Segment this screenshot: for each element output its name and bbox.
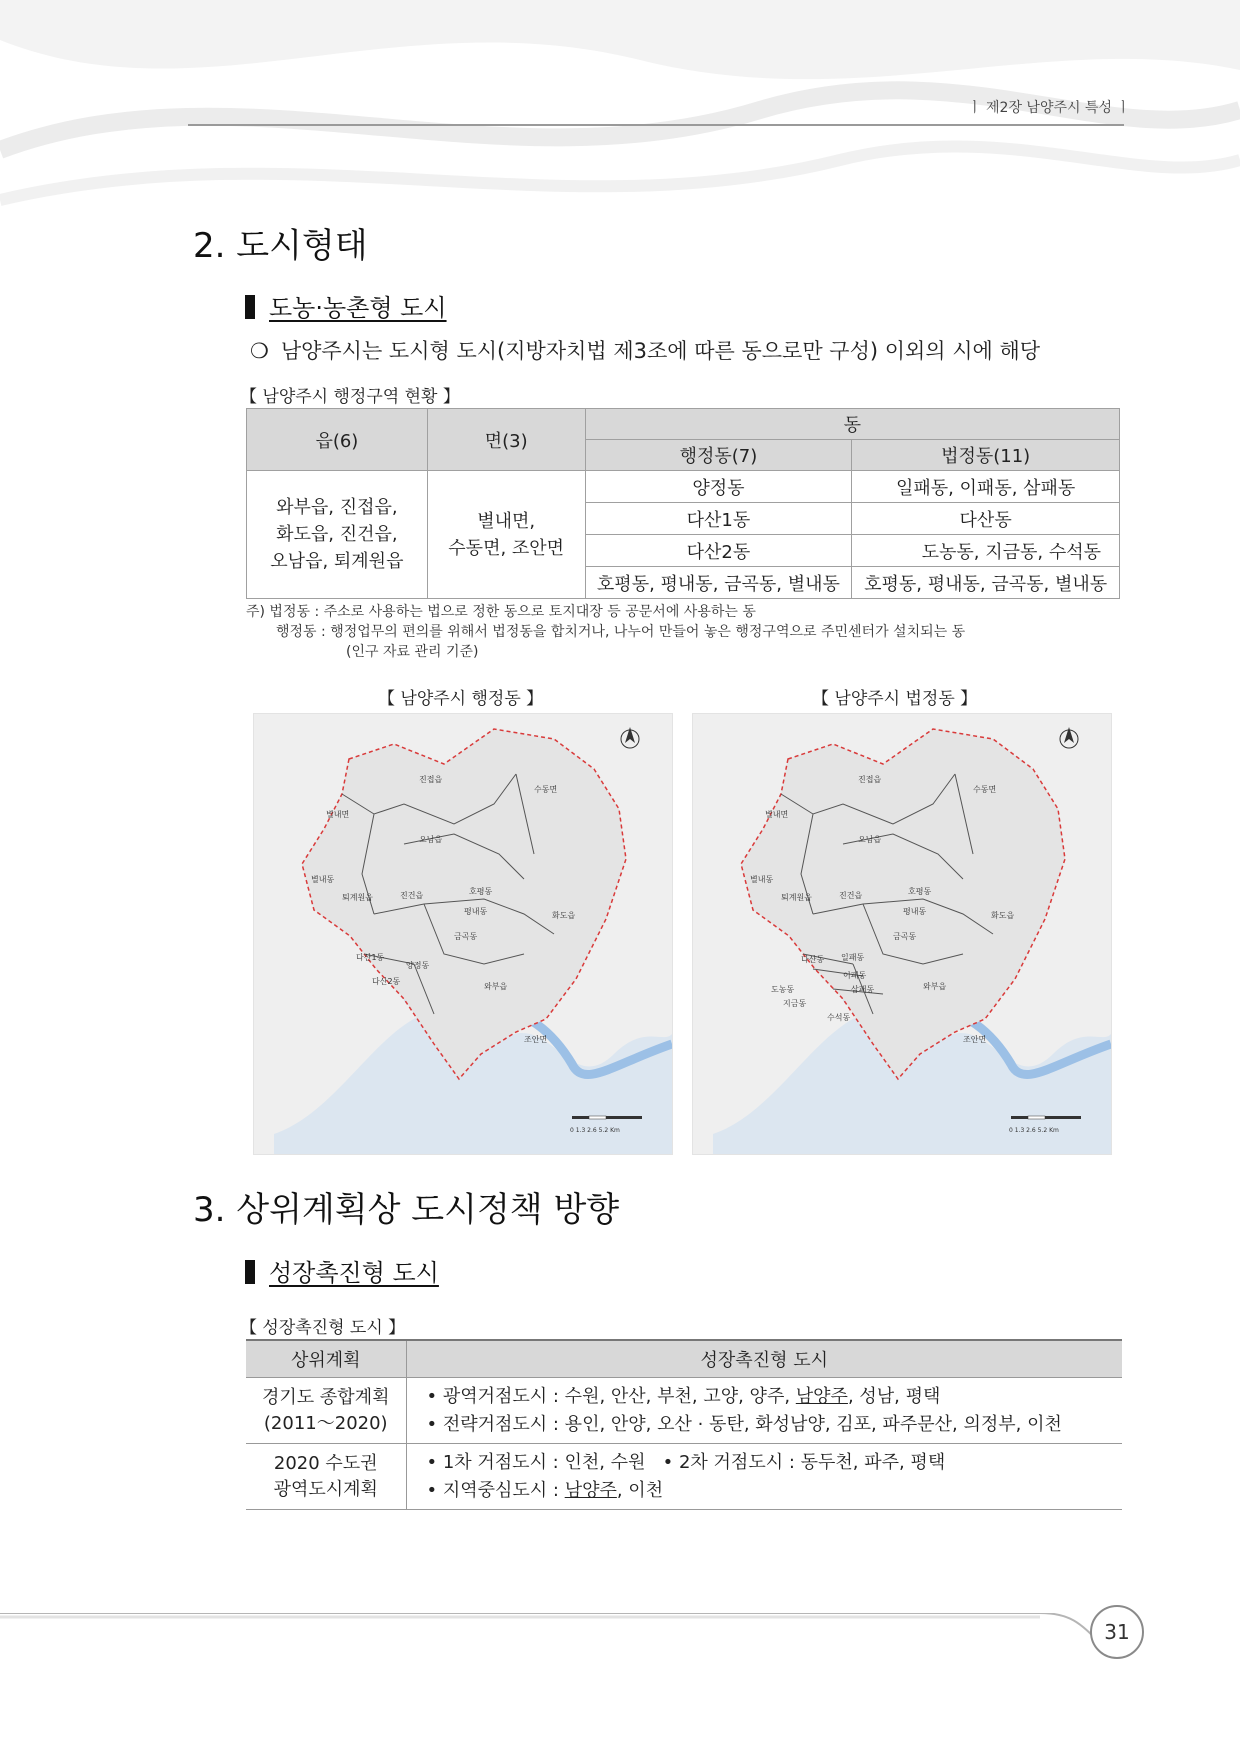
page-number: 31	[1090, 1605, 1144, 1659]
map-label: 이패동	[843, 971, 867, 980]
map-label: 진건읍	[839, 891, 863, 900]
col-header-beopjeong: 법정동(11)	[852, 440, 1120, 471]
map-label: 별내동	[750, 875, 774, 884]
circle-bullet-icon: ❍	[250, 339, 269, 363]
table-cell: 다산2동	[585, 535, 852, 567]
table-cell: 양정동	[585, 471, 852, 503]
map-label: 조안면	[963, 1035, 987, 1044]
map-label: 오남읍	[419, 835, 443, 844]
col-header-haengjeong: 행정동(7)	[585, 440, 852, 471]
heading-bar-marker	[245, 1260, 255, 1284]
map-label: 다산동	[801, 955, 825, 964]
admin-district-table	[246, 408, 1120, 599]
list-item: • 1차 거점도시 : 인천, 수원 • 2차 거점도시 : 동두천, 파주, 평택	[426, 1451, 946, 1473]
map-label: 퇴계원읍	[781, 893, 812, 902]
heading-bar-marker	[245, 295, 255, 319]
growth-city-table	[246, 1339, 1122, 1510]
table-cell: 호평동, 평내동, 금곡동, 별내동	[852, 567, 1120, 599]
table-cell: 다산동	[852, 503, 1120, 535]
table-cell: 도농동, 지금동, 수석동	[852, 535, 1120, 567]
header-rule	[188, 124, 1124, 126]
map-graphic	[693, 714, 1111, 1154]
right-map-caption: 【 남양주시 법정동 】	[812, 689, 978, 709]
item-text: , 성남, 평택	[847, 1385, 941, 1407]
map-label: 삼패동	[851, 985, 875, 994]
map-label: 금곡동	[454, 932, 478, 941]
map-label: 조안면	[524, 1035, 548, 1044]
list-item: • 지역중심도시 : 남양주, 이천	[426, 1479, 664, 1501]
map-label: 도농동	[771, 985, 795, 994]
map-label: 오남읍	[858, 835, 882, 844]
map-label: 진접읍	[858, 775, 882, 784]
map-label: 진접읍	[419, 775, 443, 784]
map-legal-dong	[692, 713, 1112, 1155]
map-label: 다산1동	[356, 953, 385, 962]
eup-list-cell: 와부읍, 진접읍, 화도읍, 진건읍, 오남읍, 퇴계원읍	[247, 471, 428, 599]
col-header-myeon: 면(3)	[427, 409, 585, 471]
col-header-plan: 상위계획	[246, 1340, 406, 1378]
section-3-title: 3. 상위계획상 도시정책 방향	[193, 1190, 620, 1230]
city-cell	[406, 1444, 1122, 1510]
city-cell	[406, 1378, 1122, 1444]
table-cell: 일패동, 이패동, 삼패동	[852, 471, 1120, 503]
map-label: 수동면	[534, 785, 558, 794]
subsection-urban-rural-heading	[245, 288, 447, 323]
map-label: 화도읍	[552, 911, 576, 920]
item-text: 전략거점도시 : 용인, 안양, 오산 · 동탄, 화성남양, 김포, 파주문산, 의정부, 이천	[442, 1413, 1062, 1435]
item-text: 광역거점도시 : 수원, 안산, 부천, 고양, 양주,	[442, 1385, 796, 1407]
item-text: 2차 거점도시 : 동두천, 파주, 평택	[678, 1451, 946, 1473]
plan-cell: 경기도 종합계획 (2011～2020)	[246, 1378, 406, 1444]
running-header: ㅣ 제2장 남양주시 특성 ㅣ	[968, 100, 1130, 116]
north-arrow-icon	[1060, 727, 1078, 748]
footer-rule	[0, 1613, 1240, 1673]
item-text: , 이천	[616, 1479, 664, 1501]
header-wave-decoration	[0, 0, 1240, 240]
scale-text: 0 1.3 2.6 5.2 Km	[570, 1127, 620, 1134]
map-label: 평내동	[903, 907, 927, 916]
subsection-growth-heading	[245, 1253, 439, 1288]
map-label: 금곡동	[893, 932, 917, 941]
map-label: 화도읍	[991, 911, 1015, 920]
map-label: 별내면	[326, 810, 350, 819]
map-label: 호평동	[908, 887, 932, 896]
bullet-text: 남양주시는 도시형 도시(지방자치법 제3조에 따른 동으로만 구성) 이외의 시에 해당	[280, 339, 1041, 363]
map-label: 퇴계원읍	[342, 893, 373, 902]
map-label: 지금동	[783, 999, 807, 1008]
col-header-eup: 읍(6)	[247, 409, 428, 471]
col-header-city: 성장촉진형 도시	[406, 1340, 1122, 1378]
map-label: 와부읍	[484, 982, 508, 991]
table-cell: 다산1동	[585, 503, 852, 535]
footnote-line: (인구 자료 관리 기준)	[346, 644, 479, 660]
list-item: • 광역거점도시 : 수원, 안산, 부천, 고양, 양주, 남양주, 성남, 평택	[426, 1385, 941, 1407]
growth-table-caption: 【 성장촉진형 도시 】	[240, 1318, 406, 1338]
map-label: 평내동	[464, 907, 488, 916]
table-cell: 호평동, 평내동, 금곡동, 별내동	[585, 567, 852, 599]
plan-cell: 2020 수도권 광역도시계획	[246, 1444, 406, 1510]
footnote-line: 행정동 : 행정업무의 편의를 위해서 법정동을 합치거나, 나누어 만들어 놓은 행정구역으로 주민센터가 설치되는 동	[276, 624, 966, 640]
myeon-list-cell: 별내면, 수동면, 조안면	[427, 471, 585, 599]
footnote-line: 주) 법정동 : 주소로 사용하는 법으로 정한 동으로 토지대장 등 공문서에 사용하는 동	[246, 604, 756, 620]
map-label: 별내면	[765, 810, 789, 819]
map-label: 수석동	[827, 1013, 851, 1022]
admin-table-caption: 【 남양주시 행정구역 현황 】	[240, 387, 460, 407]
scale-text: 0 1.3 2.6 5.2 Km	[1009, 1127, 1059, 1134]
map-label: 별내동	[311, 875, 335, 884]
bullet-paragraph	[250, 335, 1040, 365]
subsection-title-text: 성장촉진형 도시	[269, 1259, 439, 1287]
map-administrative-dong	[253, 713, 673, 1155]
map-label: 수동면	[973, 785, 997, 794]
north-arrow-icon	[621, 727, 639, 748]
map-label: 진건읍	[400, 891, 424, 900]
table-footnotes	[246, 602, 1122, 662]
col-header-dong: 동	[585, 409, 1119, 440]
map-label: 양정동	[406, 961, 430, 970]
underlined-city: 남양주	[795, 1385, 848, 1407]
map-label: 호평동	[469, 887, 493, 896]
underlined-city: 남양주	[564, 1479, 617, 1501]
section-2-title: 2. 도시형태	[193, 226, 368, 266]
map-label: 일패동	[841, 953, 865, 962]
map-graphic	[254, 714, 672, 1154]
item-text: 지역중심도시 :	[442, 1479, 565, 1501]
item-text: 1차 거점도시 : 인천, 수원	[442, 1451, 646, 1473]
map-label: 와부읍	[923, 982, 947, 991]
list-item: • 전략거점도시 : 용인, 안양, 오산 · 동탄, 화성남양, 김포, 파주문산, 의정부, 이천	[426, 1413, 1062, 1435]
map-label: 다산2동	[372, 977, 401, 986]
left-map-caption: 【 남양주시 행정동 】	[378, 689, 544, 709]
subsection-title-text: 도농·농촌형 도시	[269, 294, 447, 322]
